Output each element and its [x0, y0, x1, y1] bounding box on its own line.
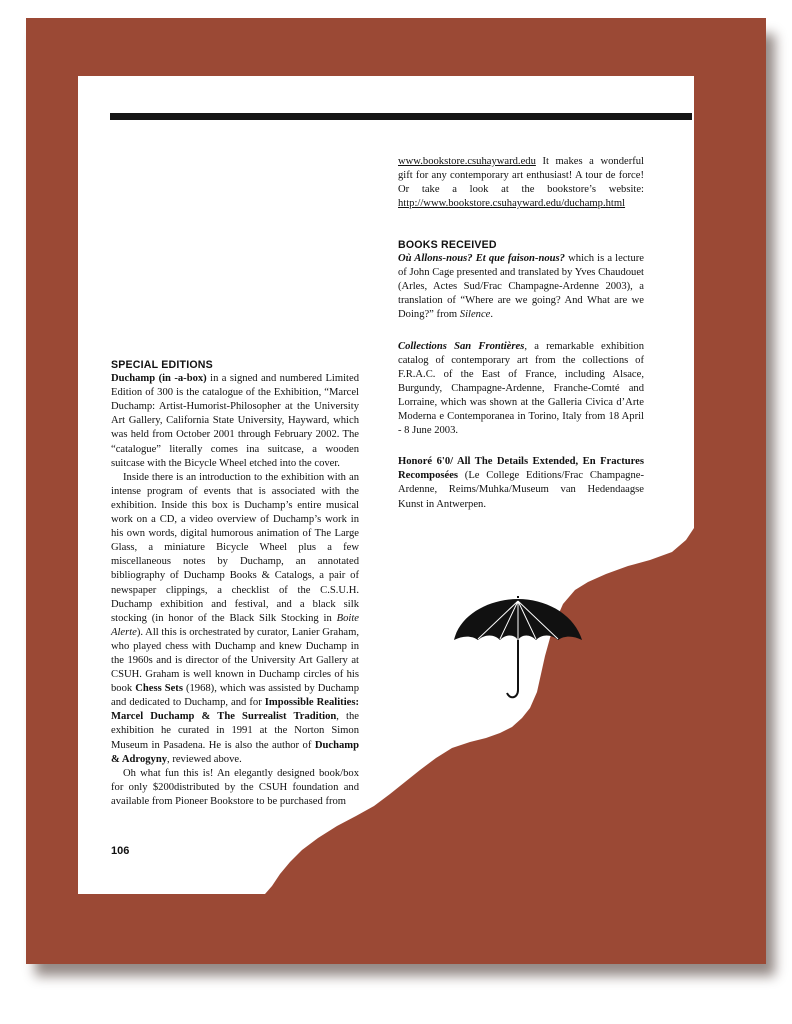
duchamp-url[interactable]: http://www.bookstore.csuhayward.edu/duchamp.html [398, 198, 626, 210]
special-editions-p2: Inside there is an introduction to the exhibition with an intense program of events that is associated with the exhibition. Inside this box is Duchamp’s entire musical work on a CD, a video overview of Duchamp’s work in his own words, digital humorous animation of The Large Glass, a miniature Bicycle Wheel plus a few miscellaneous notes by Duchamp, an annotated bibliography of Duchamp Books & Catalogs, a pair of newspaper clippings, a checklist of the C.S.U.H. Duchamp exhibition and festival, and a black silk stocking (in honor of the Black Silk Stocking in Boite Alerte). All this is orchestrated by curator, Lanier Graham, who played chess with Duchamp and knew Duchamp in the 1960s and is director of the University Art Gallery at CSUH. Graham is well known in Duchamp circles of his book Chess Sets (1968), which was assisted by Duchamp and dedicated to Duchamp, and for Impossible Realities: Marcel Duchamp & The Surrealist Tradition, the exhibition he curated in 1991 at the Norton Simon Museum in Pasadena. He is also the author of Duchamp & Adrogyny, reviewed above. [111, 471, 360, 765]
bookstore-url[interactable]: www.bookstore.csuhayward.edu [398, 156, 536, 167]
right-column-top [398, 155, 644, 211]
page-number: 106 [111, 845, 130, 857]
books-received-section [398, 238, 644, 512]
book-item-honore: Honoré 6'0/ All The Details Extended, En Fractures Recomposées (Le College Editions/Frac Champagne-Ardenne, Reims/Muhka/Museum van Hedendaagse Kunst in Antwerpen. [398, 456, 644, 510]
umbrella-icon [452, 596, 584, 706]
special-editions-heading: SPECIAL EDITIONS [111, 359, 213, 371]
books-received-heading: BOOKS RECEIVED [398, 239, 497, 251]
special-editions-p3: Oh what fun this is! An elegantly designed book/box for only $200distributed by the CSUH foundation and available from Pioneer Bookstore to be purchased from [111, 767, 359, 807]
bookstore-paragraph: www.bookstore.csuhayward.edu It makes a wonderful gift for any contemporary art enthusiast! A tour de force! Or take a look at the bookstore’s website: http://www.bookstore.csuhayward.edu/duchamp.html [398, 156, 644, 210]
book-item-cage: Où Allons-nous? Et que faison-nous? which is a lecture of John Cage presented and translated by Yves Chaudouet (Arles, Actes Sud/Frac Champagne-Ardenne 2003), a translation of “Where are we going? And What are we Doing?” from Silence. [398, 253, 644, 321]
special-editions-section [111, 358, 359, 809]
book-item-frac: Collections San Frontières, a remarkable exhibition catalog of contemporary art from the collections of F.R.A.C. of the East of France, including Alsace, Burgundy, Champagne-Ardenne, Franche-Comté and Lorraine, which was shown at the Galleria Civica d’Arte Moderna e Contemporanea in Torino, Italy from 18 April - 8 June 2003. [398, 340, 644, 437]
special-editions-p1: Duchamp (in -a-box) in a signed and numbered Limited Edition of 300 is the catalogue of the Exhibition, “Marcel Duchamp: Artist-Humorist-Philosopher at the University Art Gallery, California State University, Hayward, which was held from October 2001 through February 2002. The “catalogue” literally comes ina suitcase, a wooden suitcase with the Bicycle Wheel etched into the cover. [111, 373, 359, 469]
top-rule [110, 113, 692, 120]
